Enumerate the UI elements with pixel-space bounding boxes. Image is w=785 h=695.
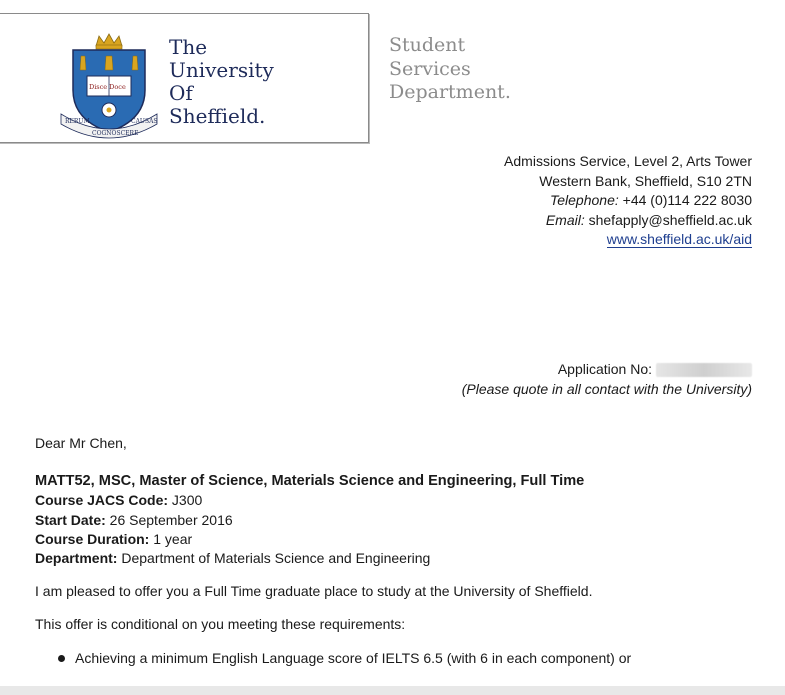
application-number-line <box>462 359 752 379</box>
email-label: Email: <box>545 211 585 228</box>
email-value[interactable]: shefapply@sheffield.ac.uk <box>584 211 752 228</box>
department-line: Department. <box>389 81 511 103</box>
course-jacs-value: J300 <box>168 492 203 509</box>
conditional-paragraph: This offer is conditional on you meeting these requirements: <box>35 616 406 633</box>
requirement-item: Achieving a minimum English Language score of IELTS 6.5 (with 6 in each component) or <box>58 649 755 668</box>
page-bottom-edge <box>0 686 785 695</box>
application-number-block <box>462 359 752 399</box>
department-line: Student <box>389 34 466 56</box>
letter-body <box>35 434 755 668</box>
offer-paragraph: I am pleased to offer you a Full Time graduate place to study at the University of Sheffield. <box>35 583 593 600</box>
requirements-list <box>35 649 755 668</box>
start-date-label: Start Date: <box>35 511 106 528</box>
course-duration-value: 1 year <box>149 530 193 547</box>
university-name-line: University <box>169 58 274 82</box>
redacted-application-number <box>656 363 752 377</box>
department-line: Services <box>389 57 471 80</box>
department-value: Department of Materials Science and Engineering <box>117 550 431 567</box>
course-jacs-line <box>35 491 755 510</box>
crest-motto-middle: COGNOSCERE <box>92 130 139 137</box>
start-date-line <box>35 511 755 530</box>
university-name <box>169 36 274 128</box>
start-date-value: 26 September 2016 <box>105 511 233 528</box>
contact-address <box>504 152 752 250</box>
university-crest-icon <box>59 32 159 140</box>
website-link[interactable]: www.sheffield.ac.uk/aid <box>606 231 752 247</box>
address-line-2: Western Bank, Sheffield, S10 2TN <box>539 172 752 189</box>
university-name-line: Sheffield. <box>169 104 266 128</box>
telephone-line <box>504 191 752 211</box>
telephone-value: +44 (0)114 222 8030 <box>618 192 752 208</box>
application-quote-note: (Please quote in all contact with the University) <box>461 381 752 397</box>
course-jacs-label: Course JACS Code: <box>35 492 169 509</box>
telephone-label: Telephone: <box>549 192 619 208</box>
crest-motto-right: CAUSAS <box>131 118 158 125</box>
department-heading <box>389 34 511 105</box>
application-number-label: Application No: <box>557 361 652 377</box>
letter-greeting: Dear Mr Chen, <box>35 435 127 451</box>
email-line <box>504 211 752 231</box>
website-line <box>504 230 752 250</box>
department-line <box>35 549 755 568</box>
course-duration-line <box>35 530 755 549</box>
crest-book-text: Disce Doce <box>89 83 126 91</box>
address-line-1: Admissions Service, Level 2, Arts Tower <box>504 153 752 169</box>
university-name-line: Of <box>169 81 193 105</box>
course-duration-label: Course Duration: <box>35 530 150 547</box>
university-name-line: The <box>169 35 208 59</box>
department-label: Department: <box>35 550 118 567</box>
course-title: MATT52, MSC, Master of Science, Materials Science and Engineering, Full Time <box>35 473 585 490</box>
crest-motto-left: RERUM <box>65 118 90 125</box>
university-logo-box <box>0 13 369 143</box>
course-details <box>35 472 755 568</box>
